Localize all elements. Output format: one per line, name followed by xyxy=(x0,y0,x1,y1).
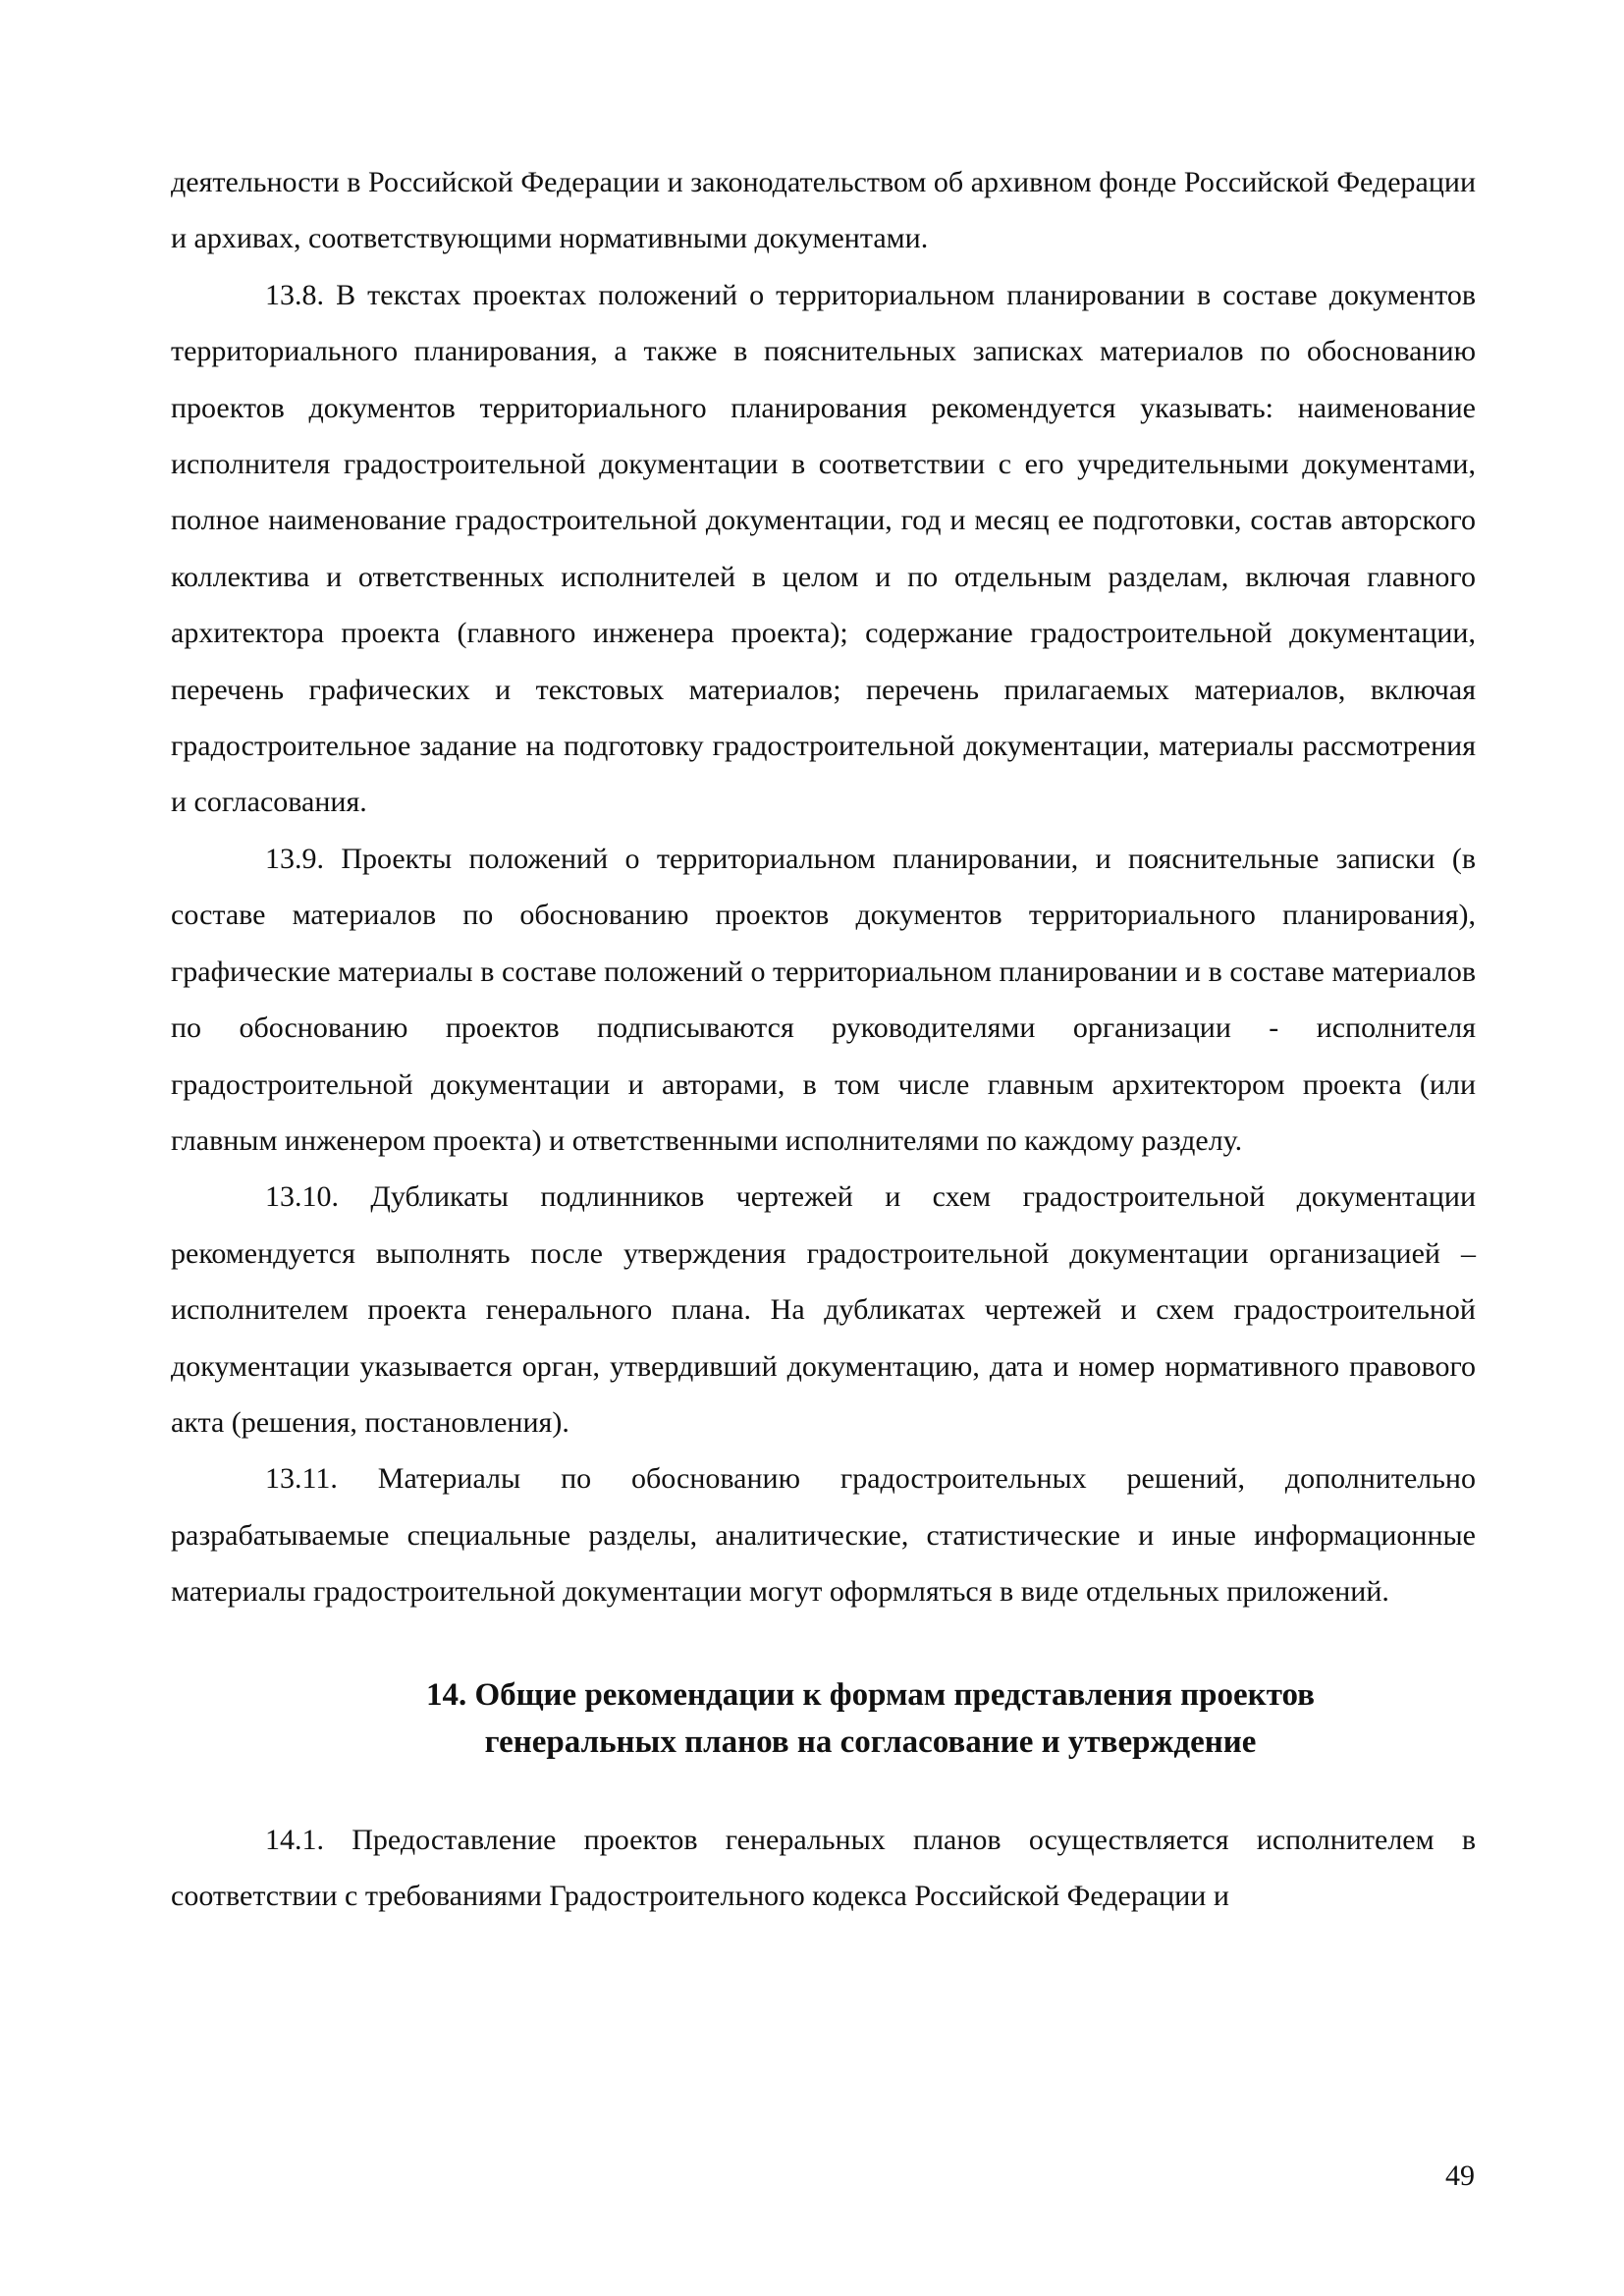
page-number: 49 xyxy=(1445,2159,1475,2192)
paragraph-continuation: деятельности в Российской Федерации и законодательством об архивном фонде Российской Федерации и архивах, соответствующими нормативными документами. xyxy=(171,166,1476,255)
section-heading xyxy=(171,1671,1476,1766)
section-heading-line-1: 14. Общие рекомендации к формам представления проектов xyxy=(426,1676,1315,1713)
paragraph-13-9: 13.9. Проекты положений о территориальном планировании, и пояснительные записки (в составе материалов по обоснованию проектов документов территориального планирования), графические материалы в составе положений о территориальном планировании и в составе материалов по обоснованию проектов подписываются руководителями организации - исполнителя градостроительной документации и авторами, в том числе главным архитектором проекта (или главным инженером проекта) и ответственными исполнителями по каждому разделу. xyxy=(171,842,1476,1157)
paragraph-13-10: 13.10. Дубликаты подлинников чертежей и схем градостроительной документации рекомендуется выполнять после утверждения градостроительной документации организацией – исполнителем проекта генерального плана. На дубликатах чертежей и схем градостроительной документации указывается орган, утвердивший документацию, дата и номер нормативного правового акта (решения, постановления). xyxy=(171,1180,1476,1439)
document-page xyxy=(171,154,1476,1924)
paragraph-13-8: 13.8. В текстах проектах положений о территориальном планировании в составе документов территориального планирования, а также в пояснительных записках материалов по обоснованию проектов документов территориального планирования рекомендуется указывать: наименование исполнителя градостроительной документации в соответствии с его учредительными документами, полное наименование градостроительной документации, год и месяц ее подготовки, состав авторского коллектива и ответственных исполнителей в целом и по отдельным разделам, включая главного архитектора проекта (главного инженера проекта); содержание градостроительной документации, перечень графических и текстовых материалов; перечень прилагаемых материалов, включая градостроительное задание на подготовку градостроительной документации, материалы рассмотрения и согласования. xyxy=(171,278,1476,819)
paragraph-14-1: 14.1. Предоставление проектов генеральных планов осуществляется исполнителем в соответствии с требованиями Градостроительного кодекса Российской Федерации и xyxy=(171,1823,1476,1912)
paragraph-13-11: 13.11. Материалы по обоснованию градостроительных решений, дополнительно разрабатываемые специальные разделы, аналитические, статистические и иные информационные материалы градостроительной документации могут оформляться в виде отдельных приложений. xyxy=(171,1462,1476,1609)
section-heading-line-2: генеральных планов на согласование и утверждение xyxy=(484,1723,1257,1760)
